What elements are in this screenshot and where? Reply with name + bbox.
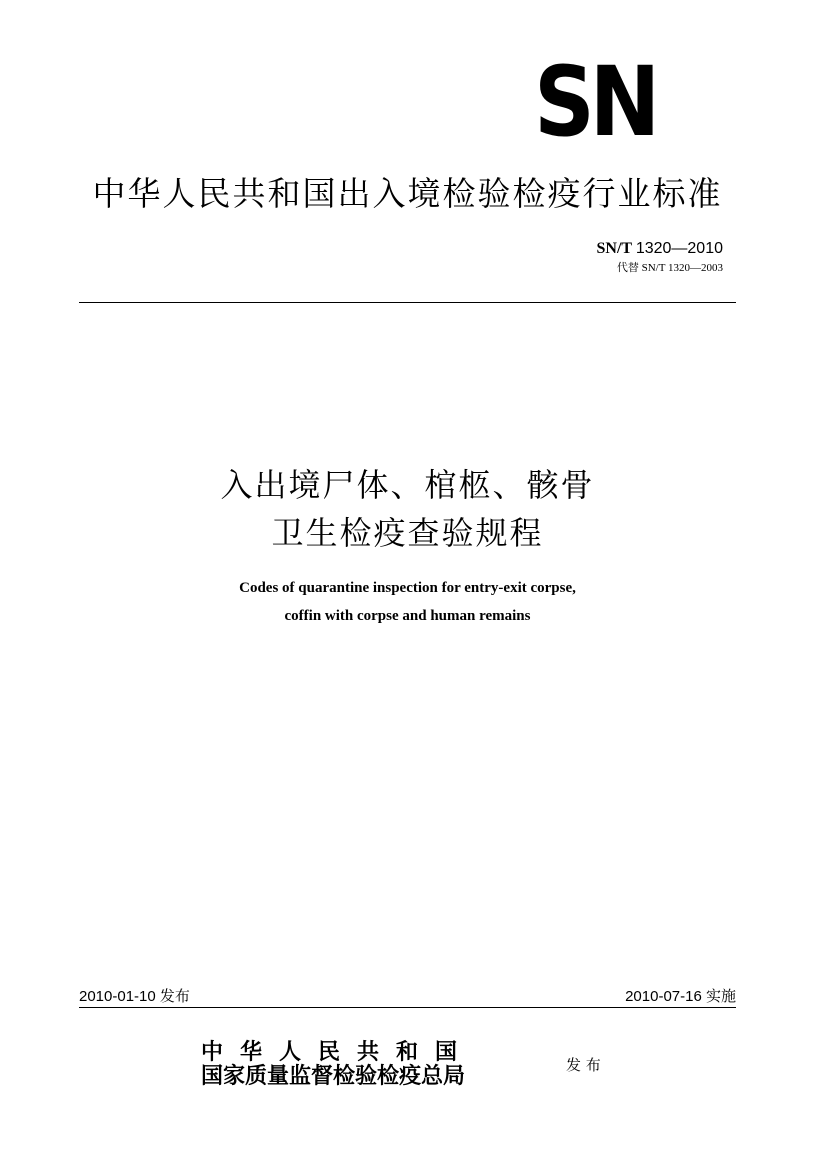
bottom-divider — [79, 1007, 736, 1008]
standard-prefix: SN/T — [596, 240, 632, 257]
top-divider — [79, 302, 736, 303]
standard-code: 1320—2010 — [635, 240, 723, 257]
sn-logo-text: SN — [534, 46, 655, 158]
title-cn-line1: 入出境尸体、棺柩、骸骨 — [220, 466, 595, 504]
publisher-line2: 国家质量监督检验检疫总局 — [201, 1063, 466, 1089]
publisher-line1: 中华人民共和国 — [201, 1039, 475, 1065]
standard-number-block — [597, 240, 723, 275]
implementation-date: 2010-07-16 实施 — [625, 988, 736, 1005]
issue-date: 2010-01-10 发布 — [79, 988, 190, 1005]
replaced-standard: 代替 SN/T 1320—2003 — [616, 262, 723, 274]
publisher-block — [201, 1040, 474, 1088]
standard-number — [597, 240, 723, 258]
publish-label: 发 布 — [566, 1056, 601, 1074]
title-en-line2: coffin with corpse and human remains — [284, 608, 531, 624]
issuing-standard-category: 中华人民共和国出入境检验检疫行业标准 — [92, 174, 723, 213]
title-en-line1: Codes of quarantine inspection for entry-exit corpse, — [239, 580, 576, 596]
title-cn-line2: 卫生检疫查验规程 — [271, 514, 544, 552]
sn-logo — [534, 46, 694, 158]
